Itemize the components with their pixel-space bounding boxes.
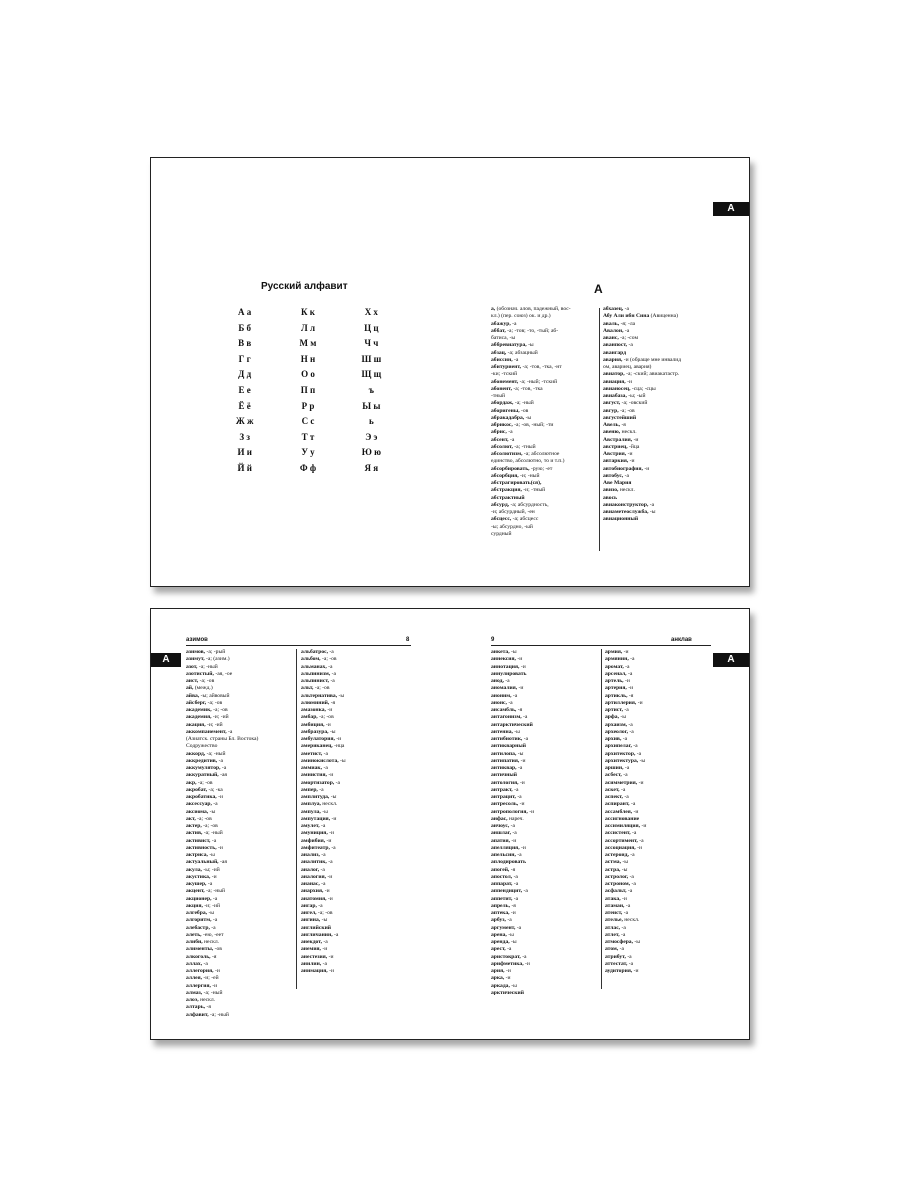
dictionary-column: альбатрос, -а альбом, -а; -ов альманах, -а альпинизм, -а альпинист, -а альт, -а; -ов альтернатива, -ы алюминий, -я амазонка, -и амбар, -а; -ов амбиция, -и амбразура, -ы амбулатория, -и америка́нец, -нца аметист, -а аминокислота, -ы аммиак, -а амнистия, -и амортизатор, -а ампер, -а амплитуда, -ы амплуа, нескл. ампула, -ы ампутация, -и амулет, -а амуниция, -и амфибия, -и амфитеатр, -а анализ, -а аналитик, -а аналог, -а аналогия, -и ананас, -а анархия, -и анатомия, -и ангар, -а ангел, -а; -ов ангина, -ы английский англичанин, -а анекдот, -а анемия, -и анестезия, -и анилин, -а анимация, -и (301, 649, 346, 974)
alphabet-table (213, 306, 403, 474)
header-rule (491, 645, 711, 646)
alphabet-letter: Э э (365, 431, 378, 442)
alphabet-letter: О о (301, 369, 315, 380)
top-page-spread (150, 157, 750, 587)
alphabet-letter: Х х (364, 307, 378, 317)
page-9-number: 9 (491, 637, 495, 643)
section-letter: А (594, 282, 603, 296)
alphabet-letter: С с (301, 416, 315, 427)
alphabet-letter: Н н (300, 353, 316, 364)
dictionary-column: анкета, -ы аннексия, -и аннотация, -и аннулировать анод, -а аномалия, -и аноним, -а анонс, -а ансамбль, -я антагонизм, -а антарктический антенна, -ы антибиотик, -а антикварный антилопа, -ы антипатия, -и антиквар, -а античный антология, -и антракт, -а антрацит, -а антресоль, -и антропология, -и анфас, нареч. анчоус, -а аншлаг, -а апатия, -и апелляция, -и апельсин, -а аплодировать апогей, -я апостол, -а аппарат, -а аппендицит, -а аппетит, -а апрель, -я аптека, -и арбуз, -а аргумент, -а арена, -ы аренда, -ы арест, -а аристократ, -а арифметика, -и ария, -и арка, -и аркада, -ы арктический (491, 649, 535, 996)
alphabet-letter: Е е (238, 384, 251, 395)
alphabet-letter: К к (301, 307, 315, 317)
alphabet-letter: Ц ц (364, 322, 379, 333)
column-divider (599, 308, 600, 551)
alphabet-letter: Г г (238, 353, 251, 364)
alphabet-letter: Ш ш (361, 353, 382, 364)
alphabet-letter: И и (237, 447, 252, 458)
alphabet-letter: Б б (238, 322, 252, 333)
column-divider (601, 649, 602, 989)
alphabet-letter: А а (238, 307, 252, 317)
alphabet-letter: Ф ф (299, 462, 317, 473)
alphabet-letter: Щ щ (361, 369, 382, 380)
alphabet-letter: Й й (237, 462, 252, 473)
page-9-head-word: анклав (671, 637, 692, 643)
alphabet-letter: ь (368, 416, 374, 427)
page-8-number: 8 (406, 637, 410, 643)
alphabet-letter: Ю ю (361, 447, 381, 458)
alphabet-letter: Я я (364, 462, 379, 473)
alphabet-letter: Ы ы (362, 400, 381, 411)
dictionary-column: а, (обознач. алов, падежный, вос- кл.) (пер. союз) ок. и др.) абажур, -а аббат, -а; -тов; -то, -тый; аб- батиса, -ы аббревиатура, -ы абзац, -а; абзацный абиссин, -а абитуриент, -а; -тов, -тка, -нт -ки; -тский абонемент, -а; -ный; -тский абонент, -а; -тов, -тка -тный абордаж, -а; -ный аборигены, -ов абракадабра, -ы абрикос, -а; -ов, -ный; -ти абрис, -а абсент, -а абсолют, -а; -тный абсолютизм, -а; абсолютное единство, абсолютно, то и т.п.) абсорбировать, -рую; -ет абсорбция, -и; -ный абстрагировать(ся), абстракция, -и; -тный абстрактный абсурд, -а; абсурдность, -и; абсурдный, -ен абсцесс, -а; абсцесс -ы; абсурдно, -ый сурдный (491, 306, 571, 537)
alphabet-letter: П п (300, 384, 316, 395)
alphabet-title: Русский алфавит (261, 281, 348, 292)
alphabet-letter: Р р (301, 400, 315, 411)
alphabet-letter: Д д (238, 369, 252, 380)
alphabet-letter: Ч ч (364, 338, 379, 349)
alphabet-letter: Т т (301, 431, 315, 442)
alphabet-letter: З з (239, 431, 250, 442)
header-rule (186, 645, 411, 646)
alphabet-letter: Ё ё (238, 400, 251, 411)
column-divider (296, 649, 297, 989)
alphabet-letter: В в (238, 338, 252, 349)
letter-tab-a-right: А (713, 653, 749, 667)
alphabet-letter: М м (299, 338, 317, 349)
letter-tab-a-left: А (151, 653, 181, 667)
letter-tab-a: А (713, 202, 749, 216)
page-8-head-word: азимов (186, 637, 208, 643)
alphabet-letter: У у (301, 447, 315, 458)
alphabet-letter: ъ (368, 384, 374, 395)
dictionary-column: абхазец, -а Абу Али ибн Сина (Авиценна) аваль, -я; -ла Авалон, -а аванс, -а; -сом аванпост, -а авангард авария, -и (обраще мне инвалид ом, авариец, авария) авиатор, -а; -ский; авиакатастр. авиация, -и авианосец, -сца; -сцы авиабаза, -ы; -ый август, -а; -овский авгур, -а; -ов августейший Авель, -я авеню, нескл. Австралия, -и австриец, -йца Австрия, -и автарки́я, -и автобиография, -и автобус, -а Аве Мария авизо, нескл. авось авиаконструктор, -а авиаметеослужба, -ы авиационный (603, 306, 682, 523)
alphabet-letter: Л л (300, 322, 315, 333)
dictionary-column: армия, -и армянин, -а аромат, -а арсенал, -а артель, -и артерия, -и артикль, -я артиллерия, -и артист, -а арфа, -ы архаизм, -а археолог, -а архив, -а архипелаг, -а архитектор, -а архитектура, -ы аршин, -а асбест, -а асимметрия, -и аскет, -а аспект, -а аспирант, -а ассамблея, -и ассигнование ассимиляция, -и ассистент, -а ассортимент, -а ассоциация, -и астероид, -а астма, -ы астра, -ы астролог, -а астроном, -а асфальт, -а атака, -и атаман, -а атеист, -а ателье, нескл. атлас, -а атлет, -а атмосфера, -ы атом, -а атрибут, -а аттестат, -а аудитория, -и (605, 649, 647, 974)
bottom-page-spread (150, 608, 750, 1040)
dictionary-column: азимов, -а; -рый азимут, -а; (азим.) азот, -а; -ный азотистый, -ая, -ое аист, -а; -ов ай, (межд.) айва, -ы; айвовый айсберг, -а; -ов академик, -а; -ов академия, -и; -ий акация, -и; -ий аккомпанемент, -а (Азиатск. страны Бл. Востока) Содружество аккорд, -а; -ный аккредитив, -а аккумулятор, -а аккуратный, -ая акр, -а; -ов акробат, -а; -ка акробатика, -и аксессуар, -а аксиома, -ы акт, -а; -ов актер, -а; -ов актив, -а; -ный активист, -а активность, -и актриса, -ы актуальный, -ая акула, -ы; -ий акустика, -и акушер, -а акцент, -а; -ный акционер, -а акция, -и; -ий алгебра, -ы алгоритм, -а алебастр, -а алеть, -ею, -еет алиби, нескл. алименты, -ов алкоголь, -я аллах, -а аллегория, -и аллея, -и; -ей аллергия, -и алмаз, -а; -ный алоэ, нескл. алтарь, -я алфавит, -а; -ный (186, 649, 259, 1018)
alphabet-letter: Ж ж (235, 416, 254, 427)
